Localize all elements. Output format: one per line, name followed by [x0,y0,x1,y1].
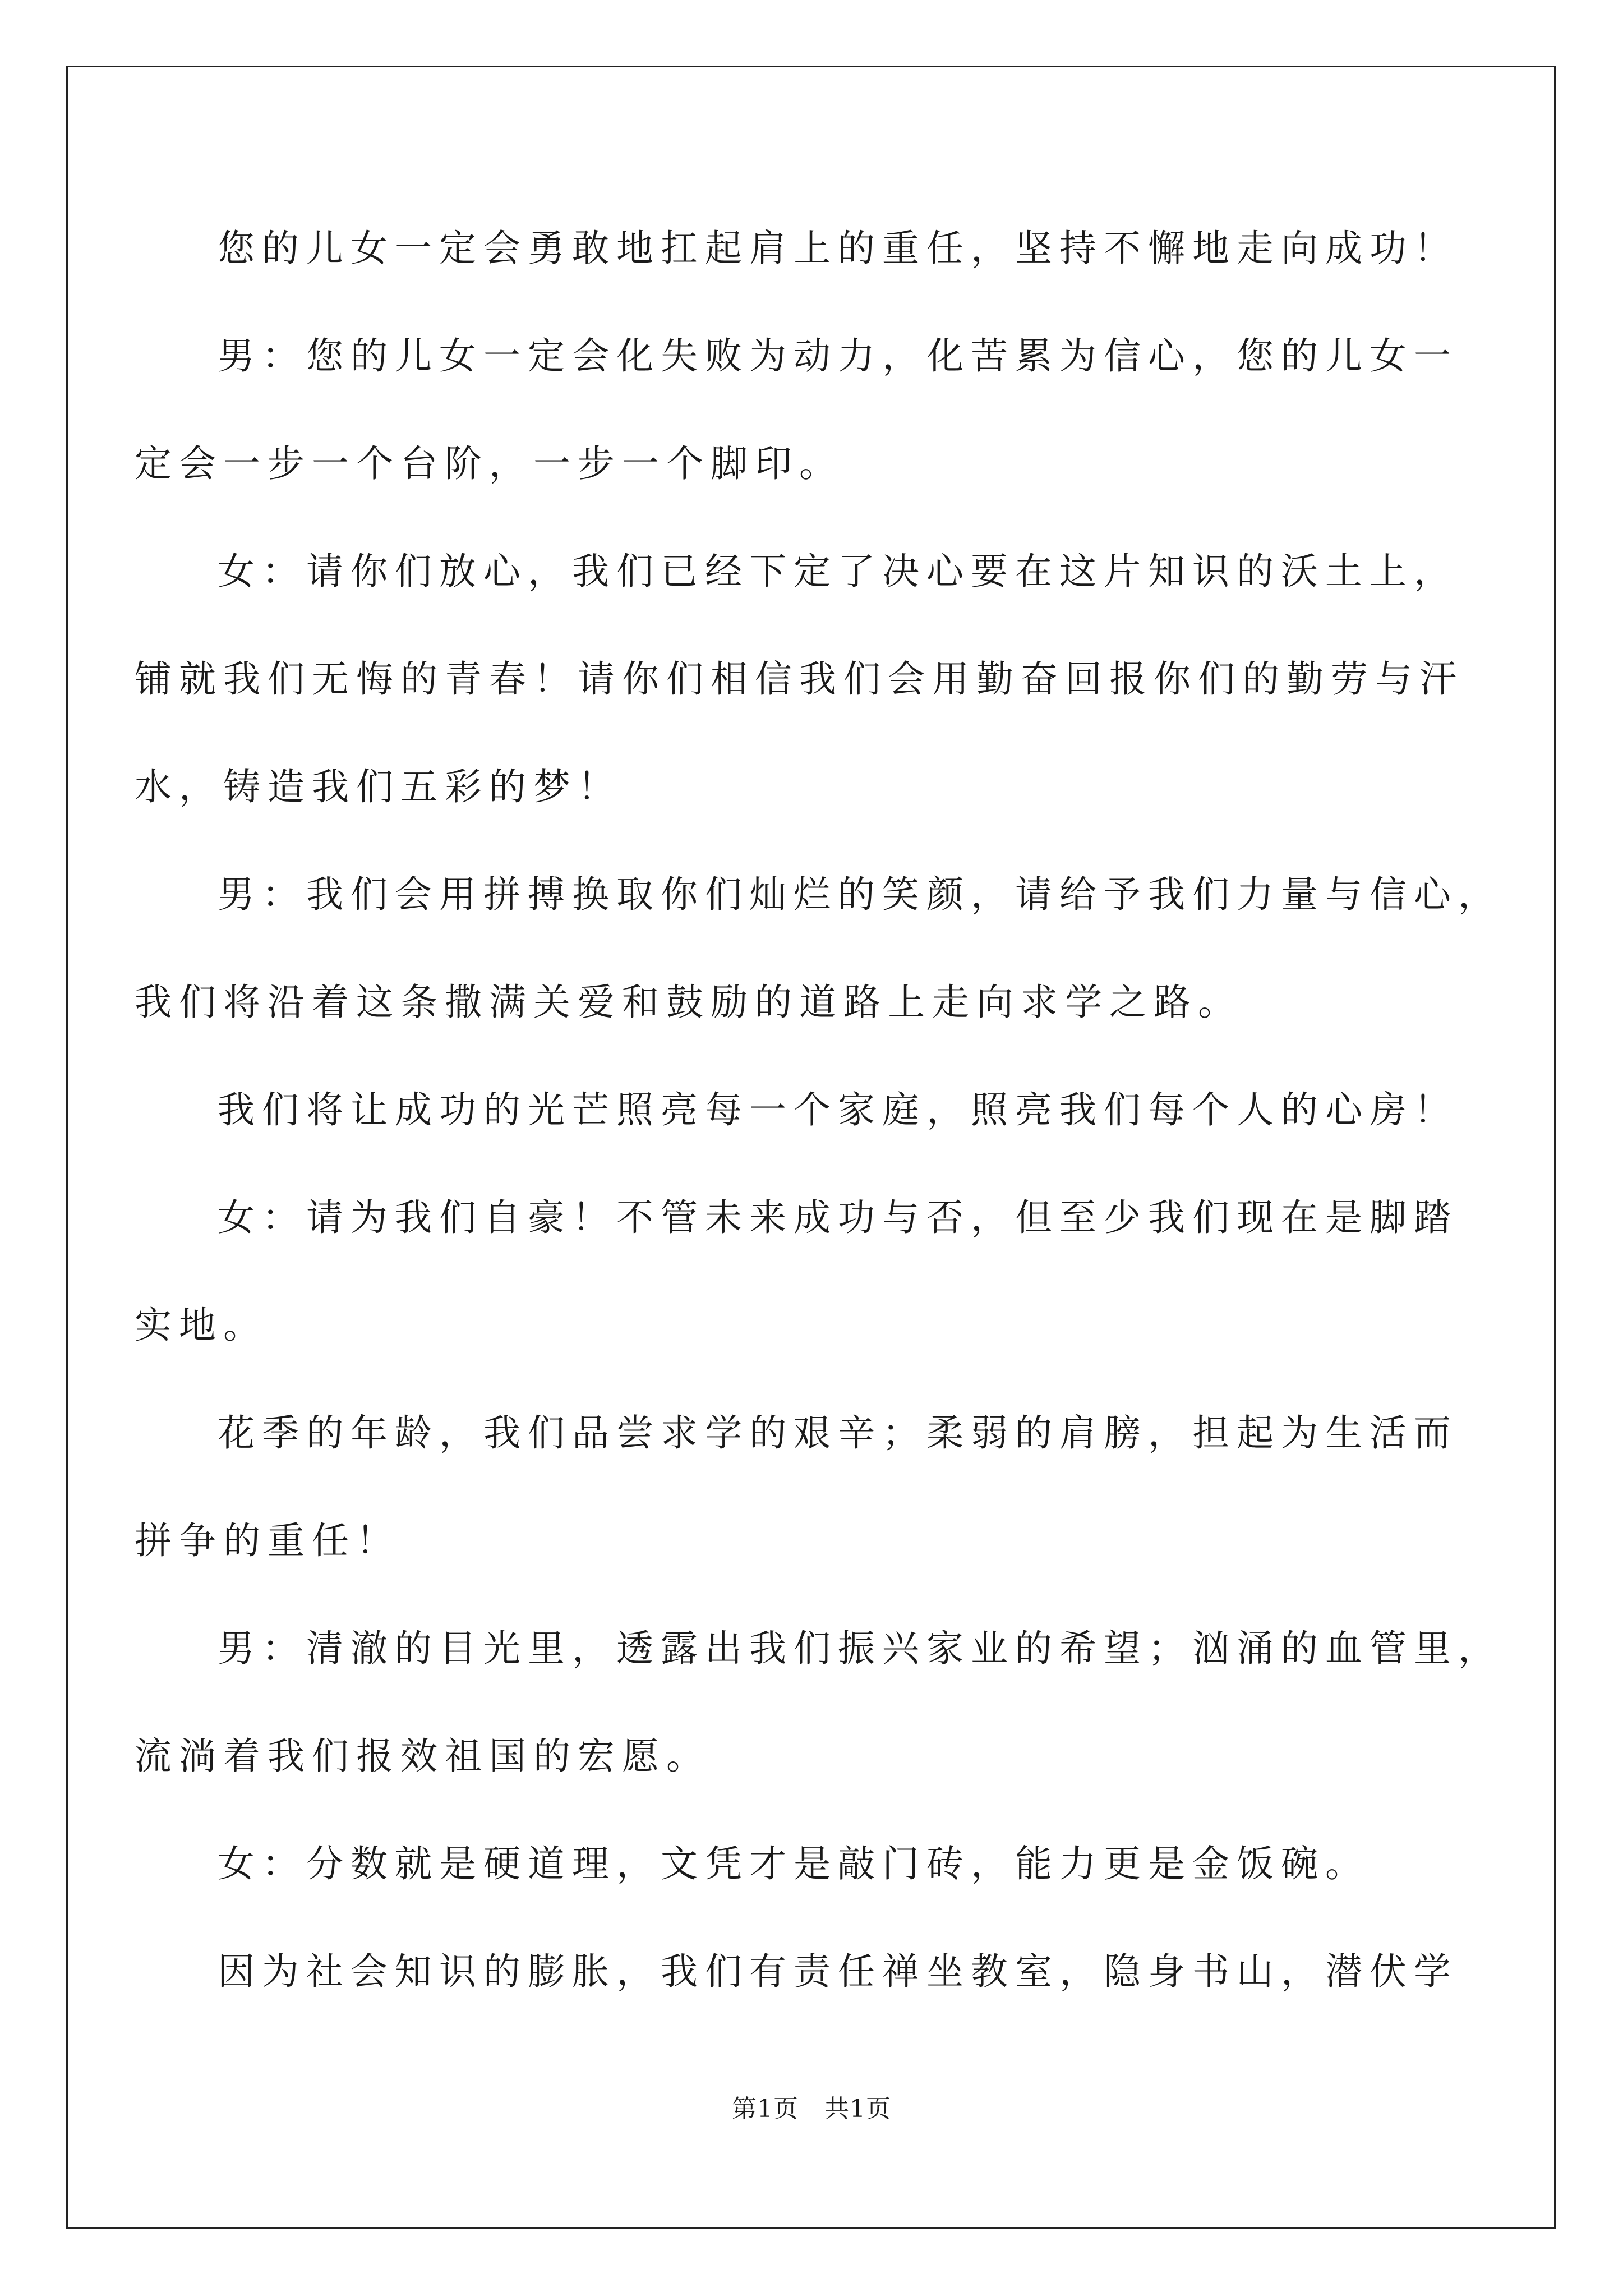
text-line: 男：清澈的目光里，透露出我们振兴家业的希望；汹涌的血管里， [218,1627,1502,1670]
text-line: 女：分数就是硬道理，文凭才是敲门砖，能力更是金饭碗。 [218,1842,1370,1885]
text-line: 铺就我们无悔的青春！请你们相信我们会用勤奋回报你们的勤劳与汗 [135,657,1464,701]
text-line: 水，铸造我们五彩的梦！ [135,765,622,808]
page-number-total: 共1页 [824,2095,891,2123]
text-line: 女：请你们放心，我们已经下定了决心要在这片知识的沃土上， [218,550,1458,593]
text-line: 您的儿女一定会勇敢地扛起肩上的重任，坚持不懈地走向成功！ [218,227,1458,270]
text-line: 流淌着我们报效祖国的宏愿。 [135,1734,711,1778]
text-line: 我们将让成功的光芒照亮每一个家庭，照亮我们每个人的心房！ [218,1088,1458,1131]
text-line: 花季的年龄，我们品尝求学的艰辛；柔弱的肩膀，担起为生活而 [218,1411,1458,1455]
text-line: 拼争的重任！ [135,1519,400,1562]
text-line: 实地。 [135,1304,268,1347]
text-line: 男：我们会用拼搏换取你们灿烂的笑颜，请给予我们力量与信心， [218,873,1502,916]
page-footer [0,2097,1623,2122]
text-line: 因为社会知识的膨胀，我们有责任禅坐教室，隐身书山，潜伏学 [218,1950,1458,1993]
text-line: 我们将沿着这条撒满关爱和鼓励的道路上走向求学之路。 [135,981,1242,1024]
page-border [66,66,1556,2229]
text-line: 定会一步一个台阶，一步一个脚印。 [135,442,843,485]
text-line: 男：您的儿女一定会化失败为动力，化苦累为信心，您的儿女一 [218,334,1458,378]
text-line: 女：请为我们自豪！不管未来成功与否，但至少我们现在是脚踏 [218,1196,1458,1239]
page-number-current: 第1页 [732,2095,799,2123]
